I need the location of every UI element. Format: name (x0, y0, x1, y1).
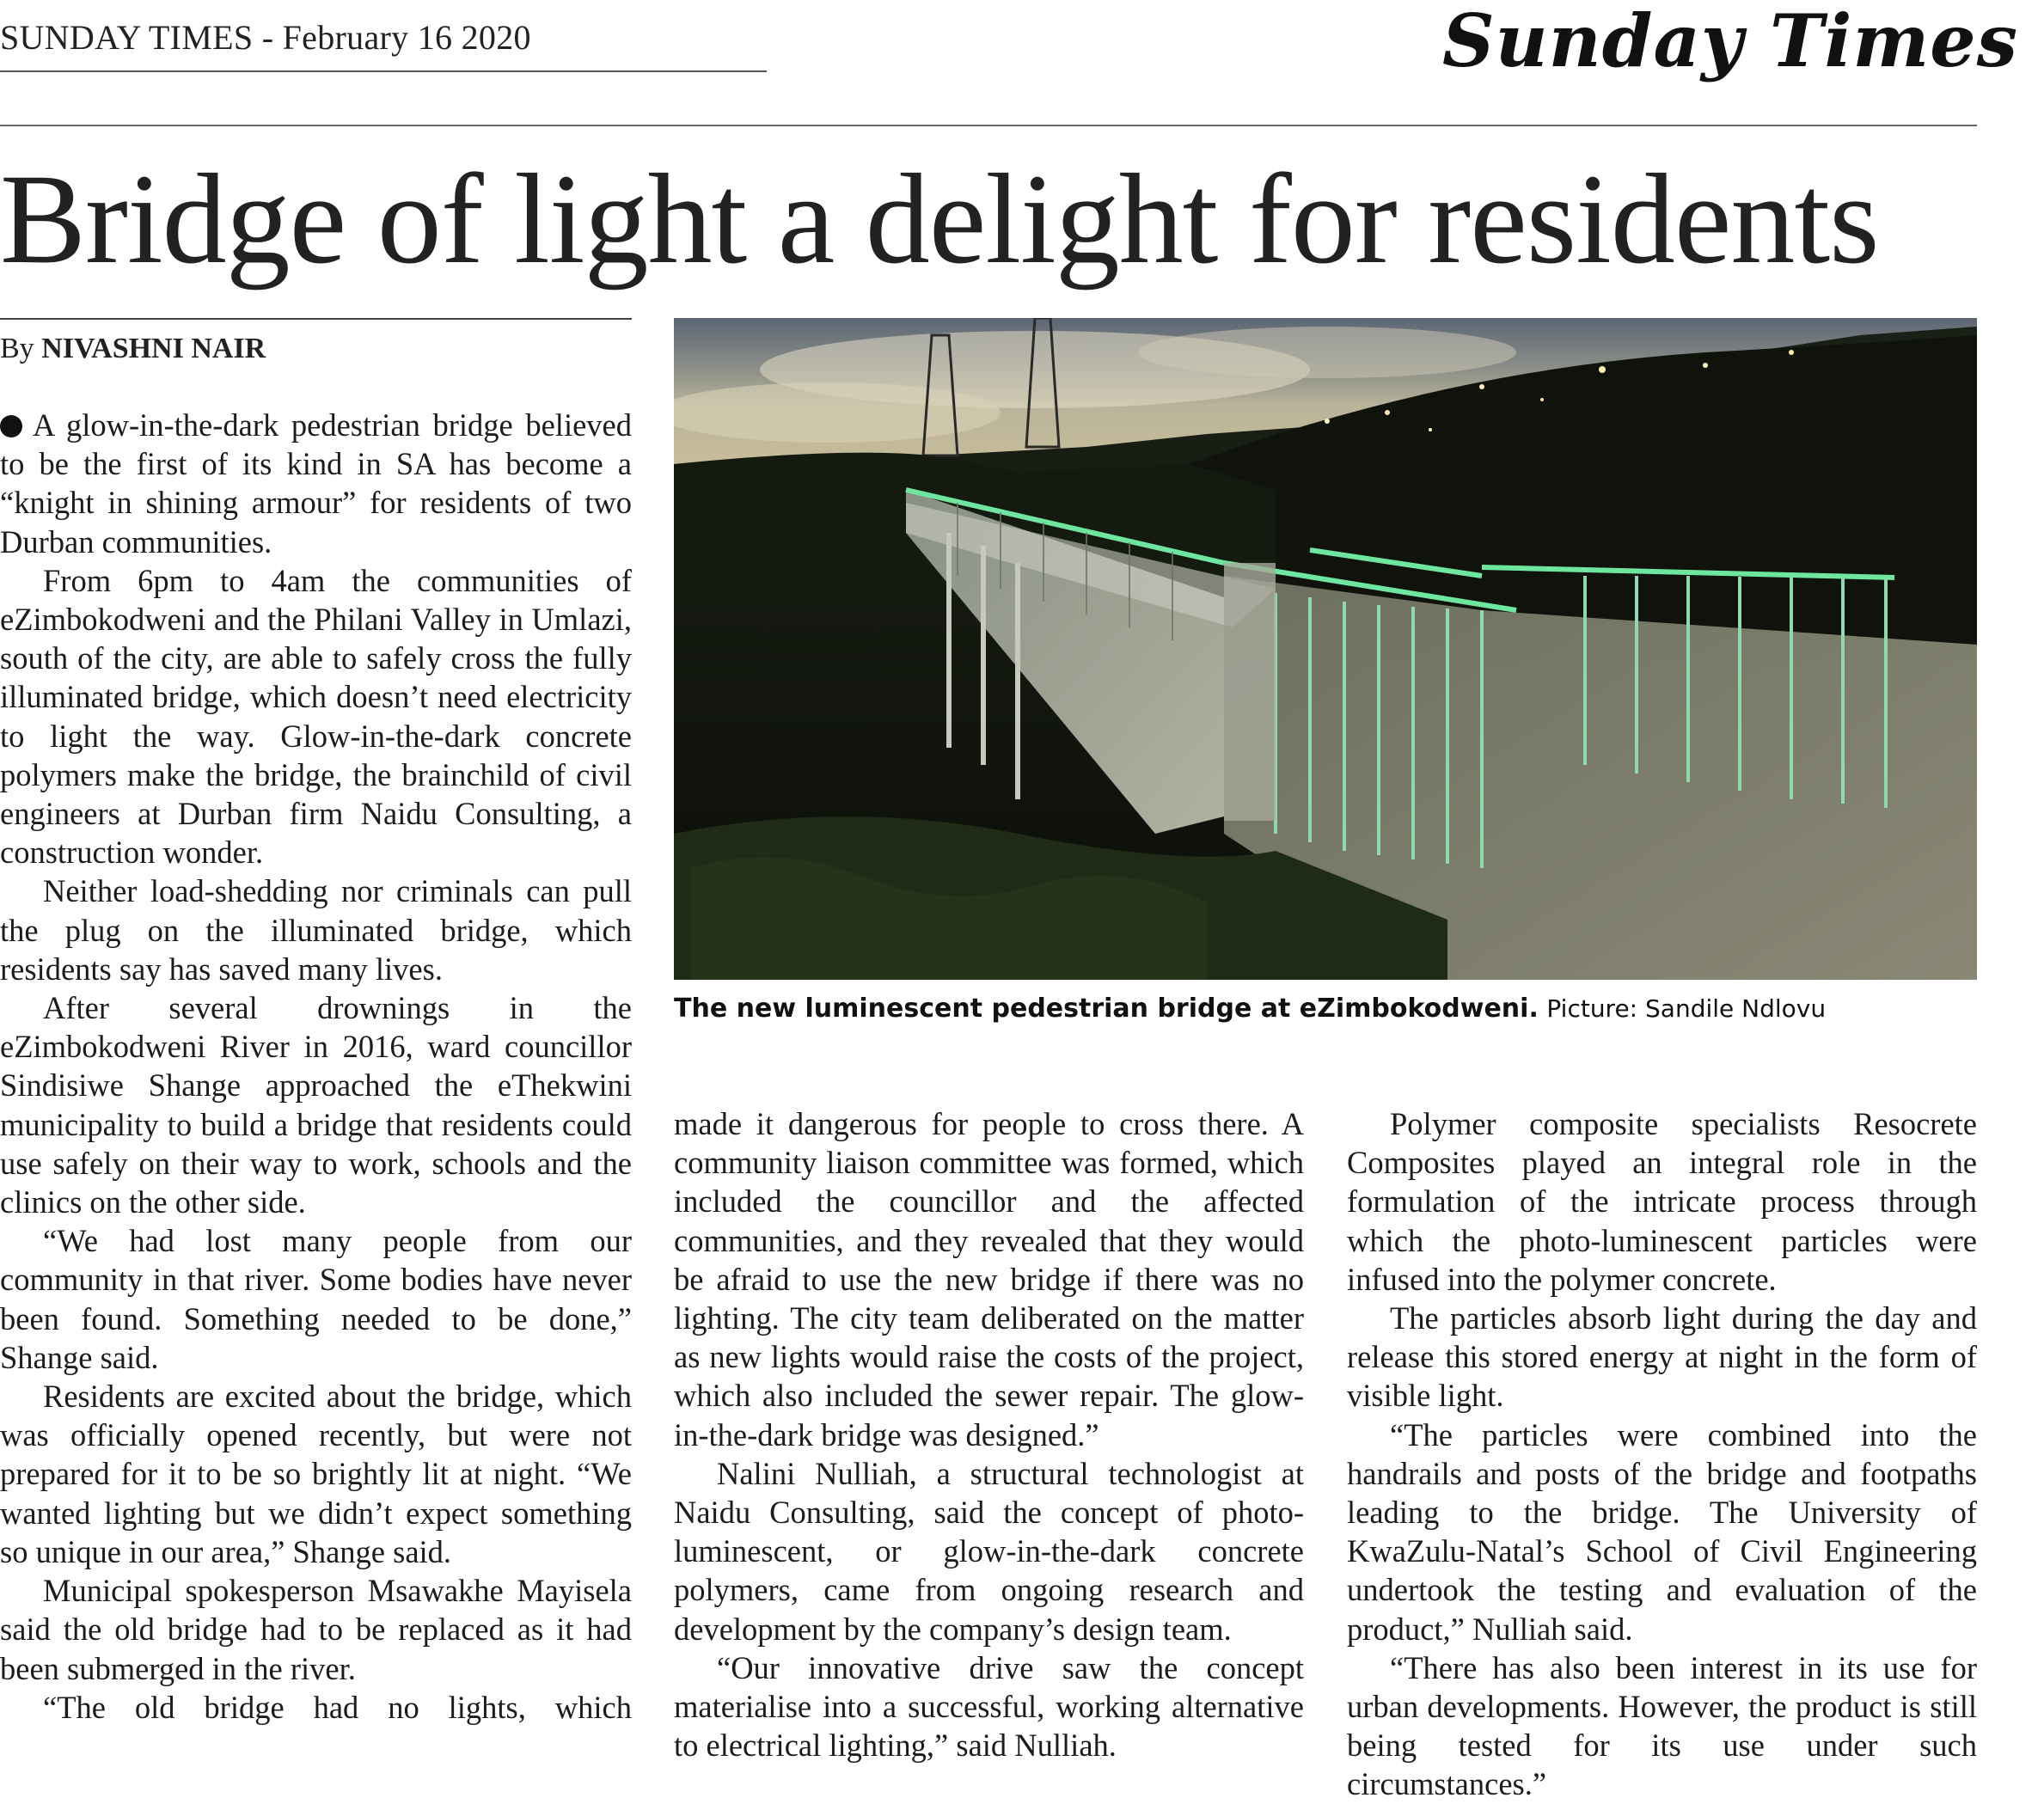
author-name: NIVASHNI NAIR (41, 333, 266, 364)
photo-caption (674, 990, 1977, 1028)
paragraph: “The particles were combined into the handrails and posts of the bridge and footpaths leading to the bridge. The University of KwaZulu-Natal’s School of Civil Engineering undertook the testing and evaluation of the product,” Nulliah said. (1347, 1416, 1977, 1647)
paragraph: The particles absorb light during the day and release this stored energy at night in the form of visible light. (1347, 1300, 1977, 1414)
byline (0, 328, 632, 370)
header-rule (0, 125, 1977, 126)
paragraph: Residents are excited about the bridge, which was officially opened recently, but were not prepared for it to be so brightly lit at night. “We wanted lighting but we didn’t expect something so unique in our area,” Shange said. (0, 1379, 632, 1569)
paragraph: “Our innovative drive saw the concept materialise into a successful, working alternative to electrical lighting,” said Nulliah. (674, 1649, 1304, 1764)
masthead-logo: Sunday Times (1441, 0, 2018, 83)
caption-text: The new luminescent pedestrian bridge at eZimbokodweni. (674, 994, 1539, 1024)
dateline: SUNDAY TIMES - February 16 2020 (0, 12, 767, 72)
article-column-1 (0, 406, 632, 1727)
paragraph: “There has also been interest in its use for urban developments. However, the product is still being tested for its use under such circumstances.” (1347, 1649, 1977, 1802)
bridge-photo-illustration (674, 318, 1977, 980)
bridge-photo (674, 318, 1977, 980)
paragraph: Nalini Nulliah, a structural technologist at Naidu Consulting, said the concept of photo-luminescent, or glow-in-the-dark concrete polymers, came from ongoing research and development by the company’s design team. (674, 1455, 1304, 1647)
paragraph: After several drownings in the eZimbokodweni River in 2016, ward councillor Sindisiwe Shange approached the eThekwini municipality to build a bridge that residents could use safely on their way to work, schools and the clinics on the other side. (0, 990, 632, 1220)
bullet-icon (0, 415, 22, 437)
byline-rule (0, 318, 632, 320)
paragraph: Neither load-shedding nor criminals can pull the plug on the illuminated bridge, which residents say has saved many lives. (0, 873, 632, 987)
byline-prefix: By (0, 333, 34, 364)
paragraph: “We had lost many people from our community in that river. Some bodies have never been found. Something needed to be done,” Shange said. (0, 1223, 632, 1375)
headline: Bridge of light a delight for residents (0, 148, 1879, 290)
article-column-2 (674, 1104, 1304, 1764)
paragraph: A glow-in-the-dark pedestrian bridge believed to be the first of its kind in SA has become a “knight in shining armour” for residents of two Durban communities. (0, 407, 632, 560)
paragraph: Municipal spokesperson Msawakhe Mayisela said the old bridge had to be replaced as it had been submerged in the river. (0, 1573, 632, 1686)
photo-credit: Picture: Sandile Ndlovu (1546, 994, 1827, 1023)
paragraph: made it dangerous for people to cross there. A community liaison committee was formed, which included the councillor and the affected communities, and they revealed that they would be afraid to use the new bridge if there was no lighting. The city team deliberated on the matter as new lights would raise the costs of the project, which also included the sewer repair. The glow-in-the-dark bridge was designed.” (674, 1106, 1304, 1452)
paragraph: Polymer composite specialists Resocrete Composites played an integral role in the formulation of the intricate process through which the photo-luminescent particles were infused into the polymer concrete. (1347, 1106, 1977, 1297)
article-column-3 (1347, 1104, 1977, 1804)
paragraph: “The old bridge had no lights, which (43, 1689, 632, 1725)
paragraph: From 6pm to 4am the communities of eZimbokodweni and the Philani Valley in Umlazi, south of the city, are able to safely cross the fully illuminated bridge, which doesn’t need electricity to light the way. Glow-in-the-dark concrete polymers make the bridge, the brainchild of civil engineers at Durban firm Naidu Consulting, a construction wonder. (0, 562, 632, 871)
